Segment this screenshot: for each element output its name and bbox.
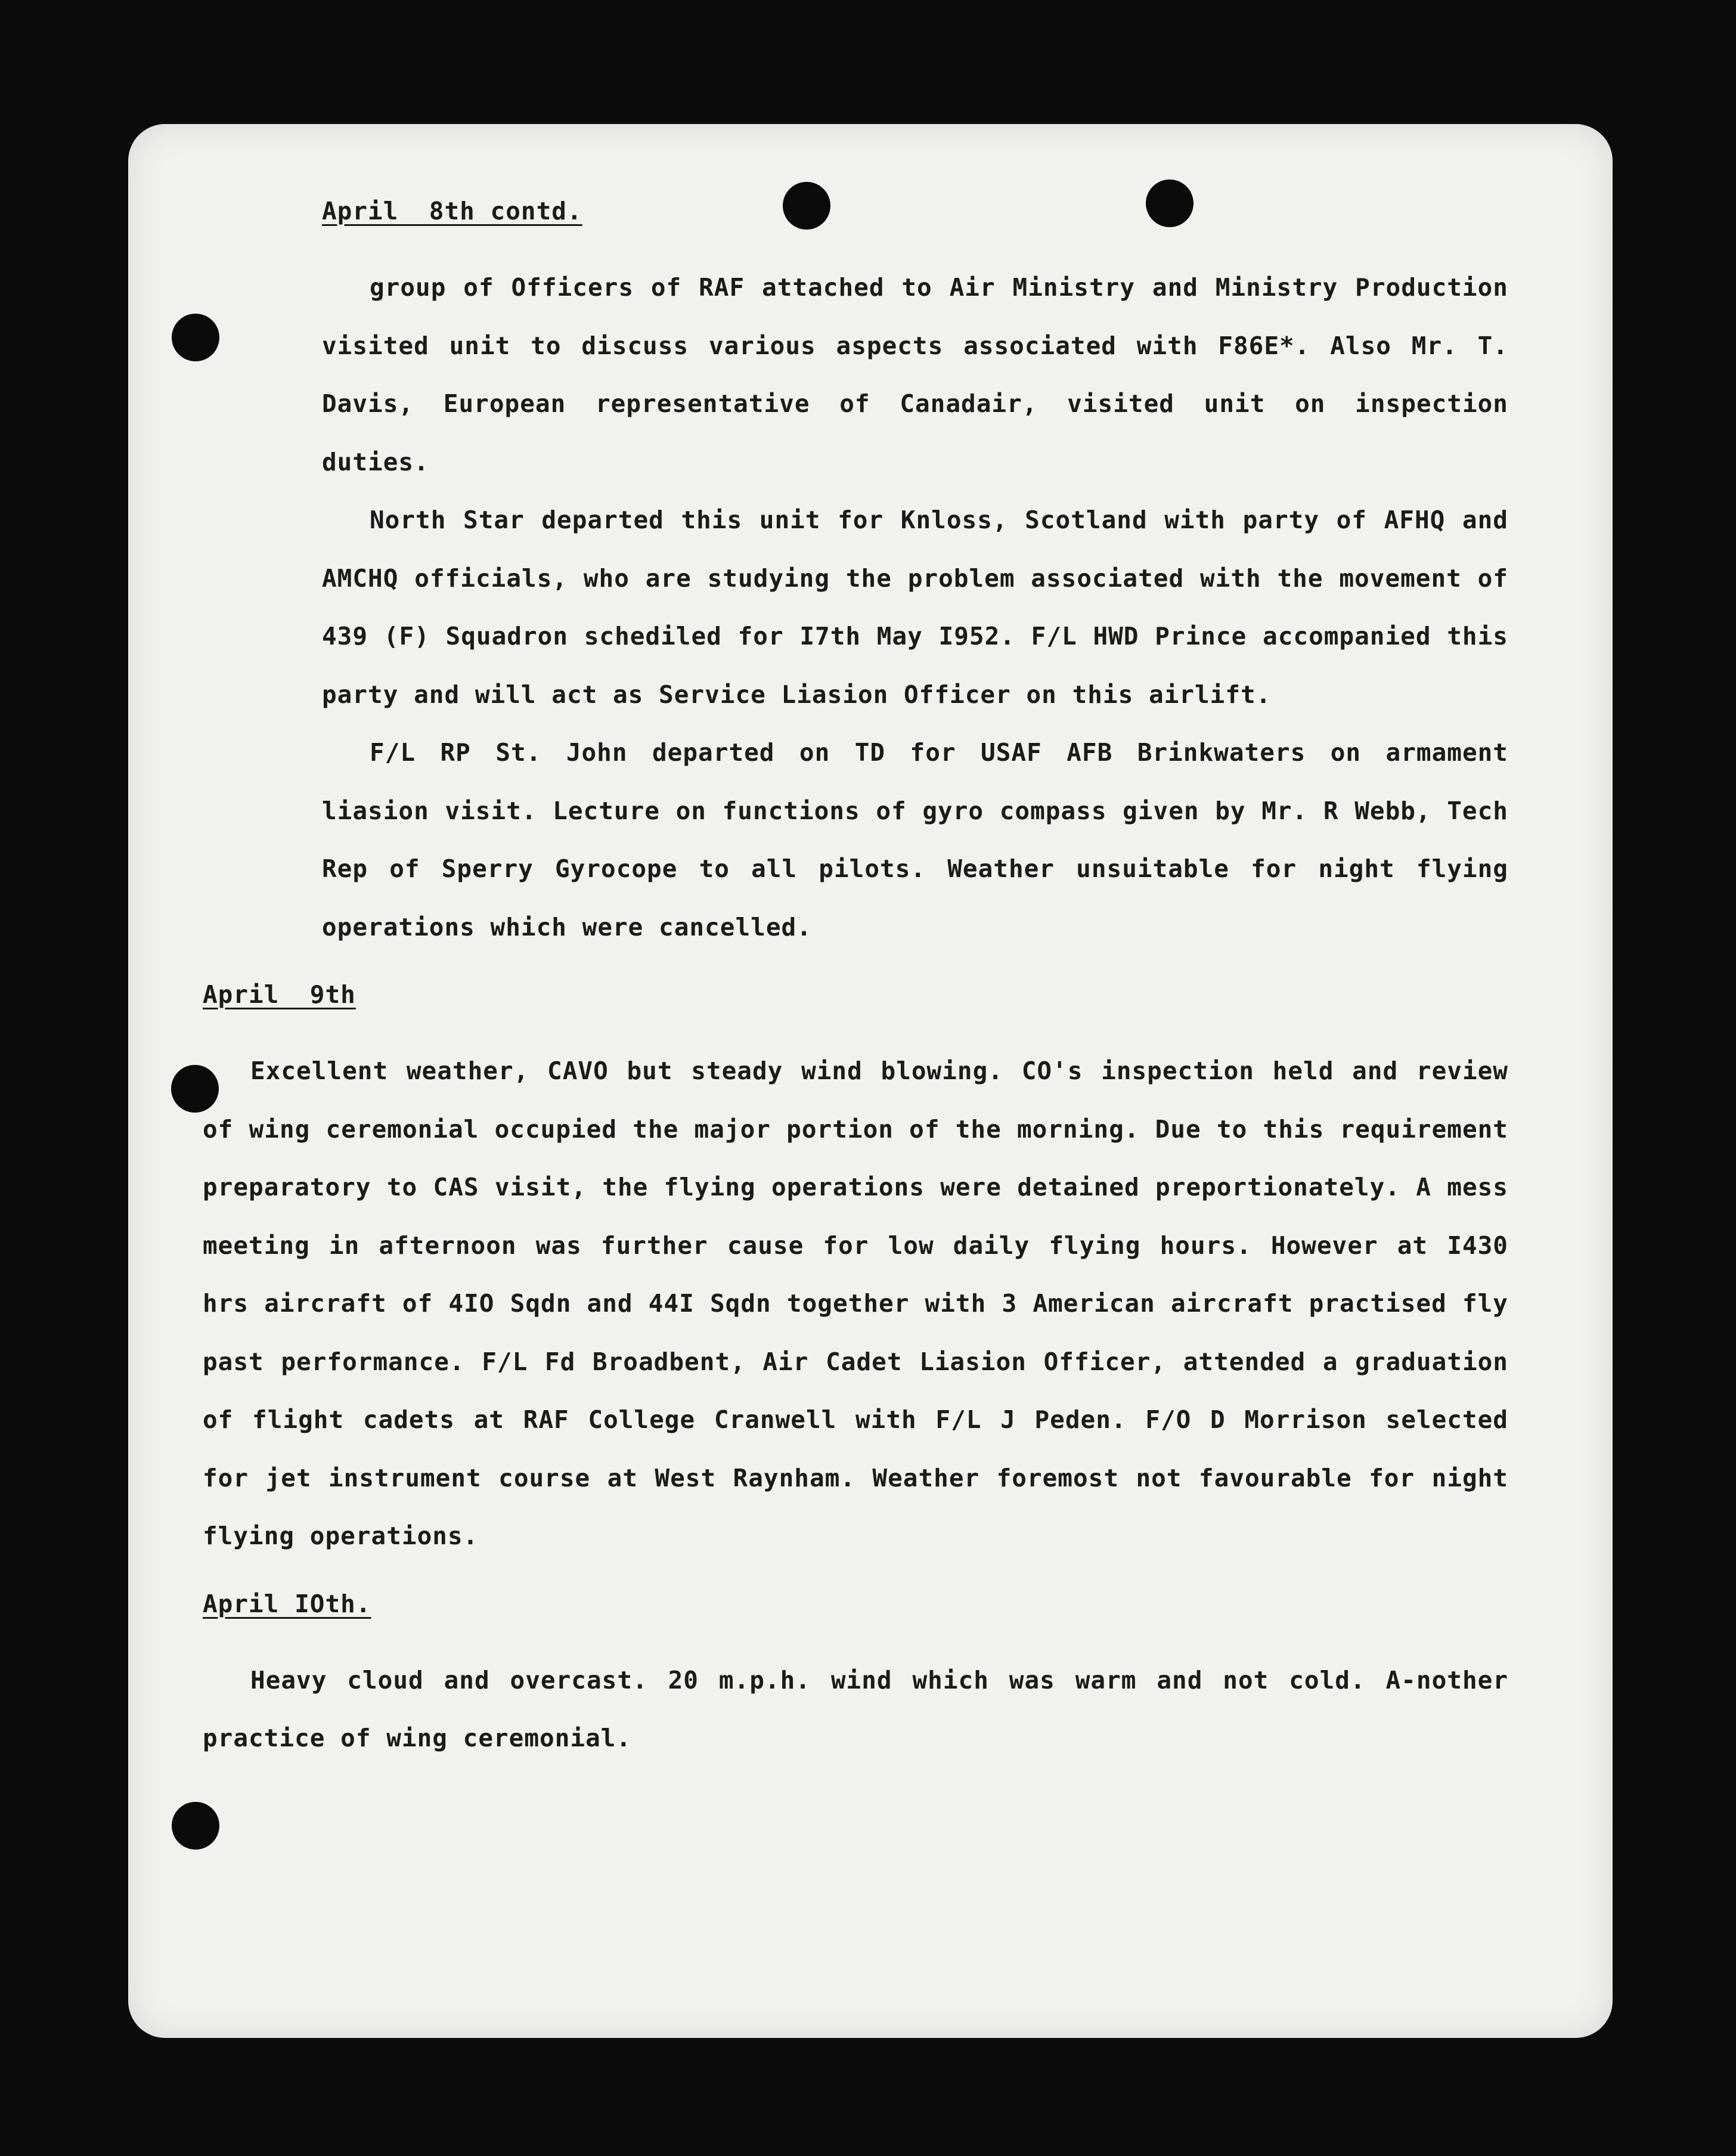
entry-heading: April IOth. xyxy=(203,1589,371,1618)
entry-paragraph: Heavy cloud and overcast. 20 m.p.h. wind which was warm and not cold. A-nother practice of wing ceremonial. xyxy=(203,1665,1508,1752)
entry-heading: April 9th xyxy=(203,980,356,1009)
entry-april-10 xyxy=(203,1590,1550,1768)
entry-paragraph: North Star departed this unit for Knloss, Scotland with party of AFHQ and AMCHQ officials, who are studying the problem associated with the movement of 439 (F) Squadron schediled for I7th May I952. F/L HWD Prince accompanied this party and will act as Service Liasion Officer on this airlift. xyxy=(322,506,1508,709)
entry-paragraph: Excellent weather, CAVO but steady wind blowing. CO's inspection held and review of wing ceremonial occupied the major portion of the morning. Due to this requirement preparatory to CAS visit, the flying operations were detained preportionately. A mess meeting in afternoon was further cause for low daily flying hours. However at I430 hrs aircraft of 4IO Sqdn and 44I Sqdn together with 3 American aircraft practised fly past performance. F/L Fd Broadbent, Air Cadet Liasion Officer, attended a graduation of flight cadets at RAF College Cranwell with F/L J Peden. F/O D Morrison selected for jet instrument course at West Raynham. Weather foremost not favourable for night flying operations. xyxy=(203,1057,1508,1550)
entry-paragraph: F/L RP St. John departed on TD for USAF AFB Brinkwaters on armament liasion visit. Lecture on functions of gyro compass given by Mr. R Webb, Tech Rep of Sperry Gyrocope to all pilots. Weather unsuitable for night flying operations which were cancelled. xyxy=(322,738,1508,941)
entry-april-9 xyxy=(203,980,1550,1566)
entry-heading: April 8th contd. xyxy=(322,197,582,225)
document-body xyxy=(203,197,1550,1792)
punch-hole xyxy=(172,1802,219,1850)
entry-paragraph: group of Officers of RAF attached to Air Ministry and Ministry Production visited unit to discuss various aspects associated with F86E*. Also Mr. T. Davis, European representative of Canadair, visited unit on inspection duties. xyxy=(322,273,1508,476)
entry-april-8 xyxy=(203,197,1550,956)
